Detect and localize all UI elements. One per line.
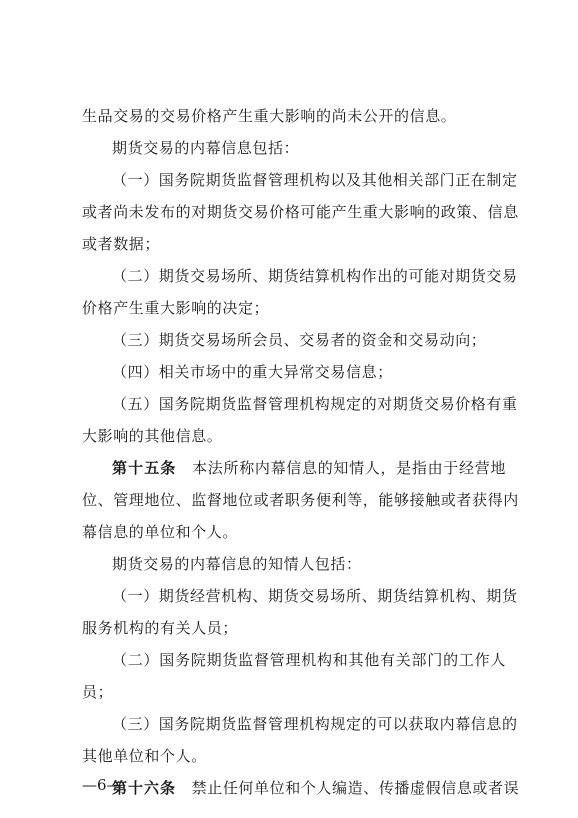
line-text: （四）相关市场中的重大异常交易信息； bbox=[112, 363, 393, 381]
line-text: （三）国务院期货监督管理机构规定的可以获取内幕信息的 bbox=[112, 715, 518, 733]
line-text: 服务机构的有关人员； bbox=[82, 619, 239, 637]
text-line bbox=[82, 132, 506, 164]
line-text: 大影响的其他信息。 bbox=[82, 427, 223, 445]
line-text: （五）国务院期货监督管理机构规定的对期货交易价格有重 bbox=[112, 395, 518, 413]
text-line bbox=[82, 772, 520, 804]
line-text: 或者数据； bbox=[82, 235, 161, 253]
text-line bbox=[82, 612, 506, 644]
line-text: 本法所称内幕信息的知情人，是指由于经营地 bbox=[176, 459, 506, 477]
line-text: 期货交易的内幕信息包括： bbox=[112, 139, 300, 157]
line-text: 价格产生重大影响的决定； bbox=[82, 299, 270, 317]
line-text: （三）期货交易场所会员、交易者的资金和交易动向； bbox=[112, 331, 487, 349]
line-text: 幕信息的单位和个人。 bbox=[82, 523, 239, 541]
line-text: 生品交易的交易价格产生重大影响的尚未公开的信息。 bbox=[82, 107, 457, 125]
line-text: 其他单位和个人。 bbox=[82, 747, 207, 765]
text-line bbox=[82, 740, 506, 772]
text-line bbox=[82, 708, 518, 740]
text-line bbox=[82, 356, 506, 388]
article-heading: 第十六条 bbox=[112, 779, 177, 797]
text-line bbox=[82, 548, 506, 580]
line-text: 或者尚未发布的对期货交易价格可能产生重大影响的政策、信息 bbox=[82, 203, 519, 221]
text-line bbox=[82, 196, 519, 228]
text-line bbox=[82, 324, 506, 356]
text-line bbox=[82, 164, 518, 196]
text-line bbox=[82, 420, 506, 452]
line-text: 员； bbox=[82, 683, 114, 701]
line-text: （二）国务院期货监督管理机构和其他有关部门的工作人 bbox=[112, 651, 506, 669]
line-text: 期货交易的内幕信息的知情人包括： bbox=[112, 555, 362, 573]
line-text: 禁止任何单位和个人编造、传播虚假信息或者误 bbox=[176, 779, 520, 797]
text-line bbox=[82, 388, 518, 420]
text-line bbox=[82, 100, 506, 132]
line-text: （二）期货交易场所、期货结算机构作出的可能对期货交易 bbox=[112, 267, 518, 285]
text-line bbox=[82, 228, 506, 260]
text-line bbox=[82, 452, 506, 484]
line-text: （一）期货经营机构、期货交易场所、期货结算机构、期货 bbox=[112, 587, 518, 605]
text-line bbox=[82, 292, 506, 324]
document-body bbox=[82, 100, 520, 804]
text-line bbox=[82, 260, 518, 292]
text-line bbox=[82, 580, 518, 612]
article-heading: 第十五条 bbox=[112, 459, 177, 477]
text-line bbox=[82, 644, 506, 676]
line-text: 位、管理地位、监督地位或者职务便利等，能够接触或者获得内 bbox=[82, 491, 519, 509]
page-number: —6— bbox=[82, 776, 122, 794]
line-text: （一）国务院期货监督管理机构以及其他相关部门正在制定 bbox=[112, 171, 518, 189]
text-line bbox=[82, 516, 506, 548]
text-line bbox=[82, 676, 506, 708]
text-line bbox=[82, 484, 519, 516]
